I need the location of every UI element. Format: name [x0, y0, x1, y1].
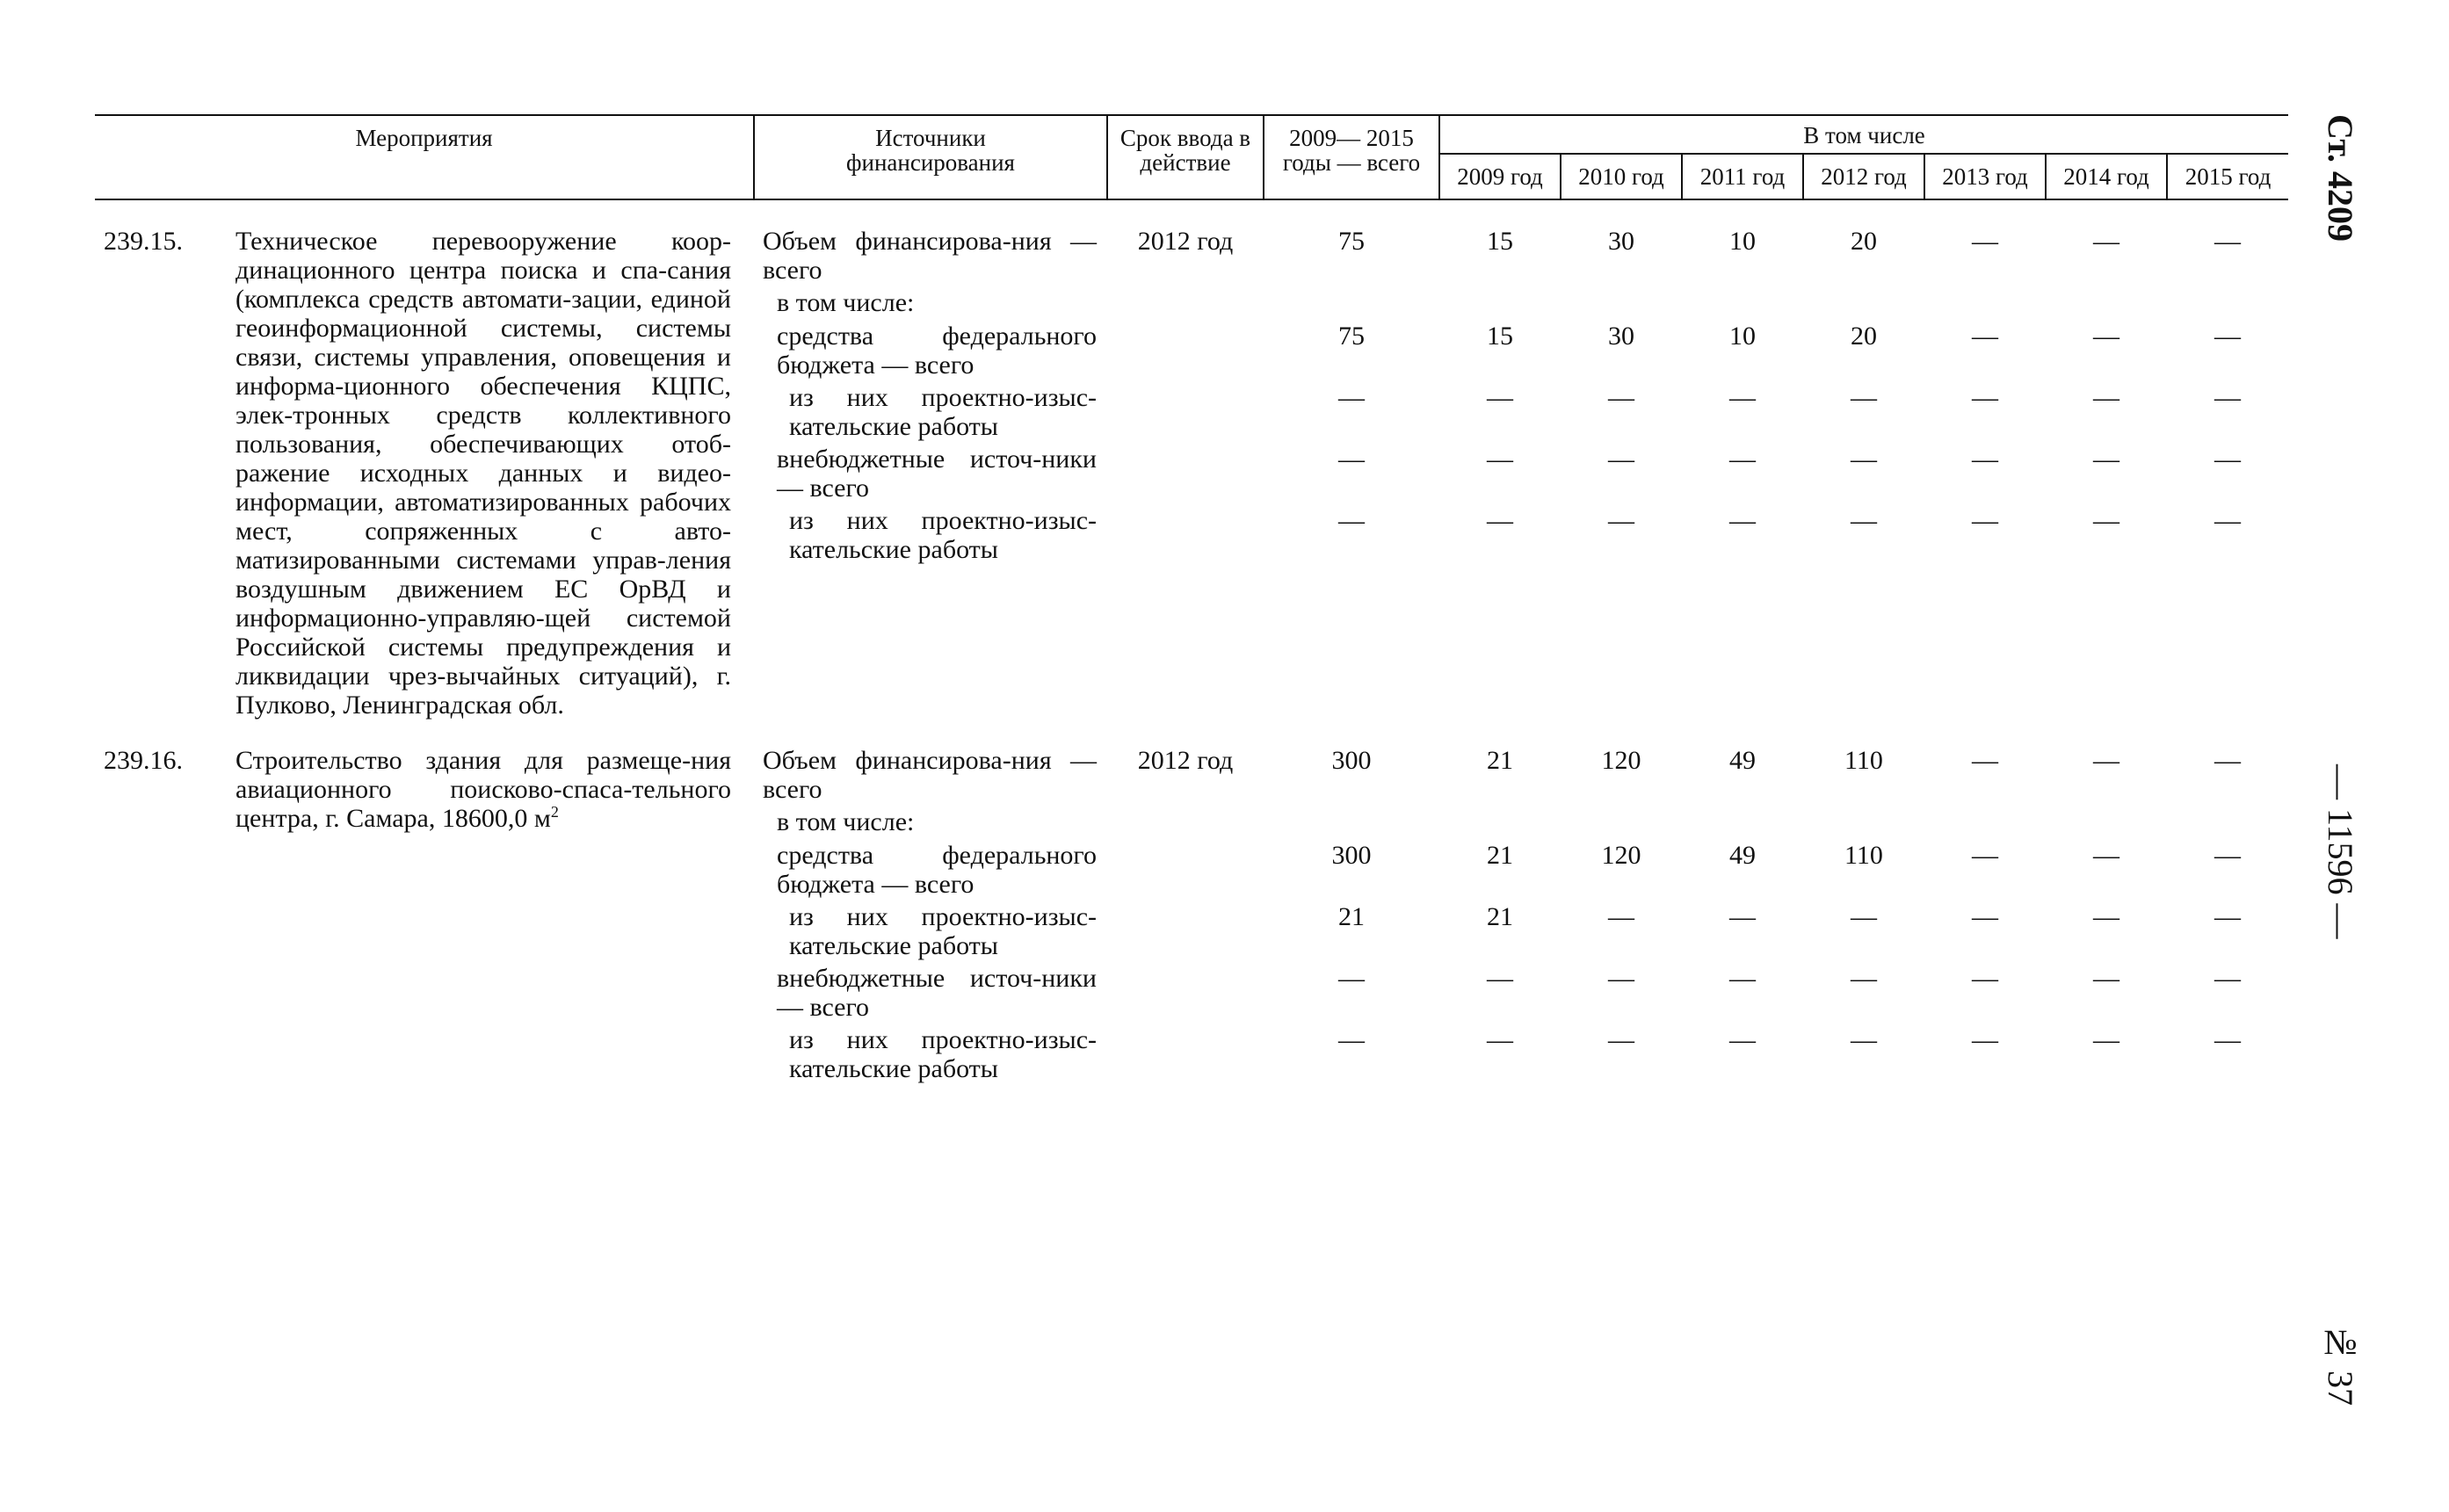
value-column-year-2012 [1803, 730, 1924, 1087]
value-cell: — [2093, 506, 2119, 535]
value-cell: — [1972, 902, 1998, 931]
record-number: 239.16. [104, 746, 183, 775]
funding-sources [754, 730, 1107, 1087]
value-cell: — [1487, 506, 1513, 535]
page-number-label: Ст. 4209 [2321, 114, 2360, 242]
value-cell: 20 [1851, 227, 1877, 256]
value-cell: — [1608, 964, 1634, 993]
header-term: Срок ввода в действие [1107, 115, 1264, 199]
record-name: Строительство здания для размеще-ния авиационного поисково-спаса-тельного центра, г. Самара, 18600,0 м [235, 746, 731, 833]
value-cell: 30 [1608, 322, 1634, 351]
value-cell: — [1729, 383, 1756, 412]
value-cell [1682, 288, 1803, 322]
value-cell [1439, 807, 1561, 841]
value-cell: — [1972, 506, 1998, 535]
funding-sources [754, 211, 1107, 720]
value-cell: — [1608, 383, 1634, 412]
value-cell [1264, 807, 1439, 841]
value-cell [2046, 807, 2167, 841]
value-cell: — [2093, 841, 2119, 870]
value-cell [1803, 288, 1924, 322]
document-page [95, 114, 2286, 1087]
value-cell: — [2214, 841, 2242, 870]
value-cell: 300 [1331, 746, 1372, 775]
header-year-2009: 2009 год [1439, 154, 1561, 199]
value-cell: 110 [1844, 746, 1883, 775]
header-total: 2009— 2015 годы — всего [1264, 115, 1439, 199]
value-cell: — [1851, 506, 1877, 535]
header-including: В том числе [1439, 115, 2288, 154]
value-column-year-2010 [1561, 211, 1682, 720]
funding-source-label: внебюджетные источ-ники — всего [777, 964, 1097, 1022]
value-cell: 10 [1729, 322, 1756, 351]
value-cell: — [2093, 746, 2119, 775]
value-cell [2167, 288, 2288, 322]
value-cell: — [1608, 445, 1634, 474]
value-cell: — [1487, 1025, 1513, 1054]
value-column-year-2015 [2167, 730, 2288, 1087]
commissioning-term: 2012 год [1137, 227, 1234, 256]
value-cell: 20 [1851, 322, 1877, 351]
header-year-2015: 2015 год [2167, 154, 2288, 199]
header-sources: Источники финансирования [754, 115, 1107, 199]
value-cell: — [2214, 322, 2242, 351]
record-number: 239.15. [104, 227, 183, 256]
value-cell: — [1338, 1025, 1365, 1054]
value-cell: 300 [1331, 841, 1372, 870]
value-column-year-2009 [1439, 730, 1561, 1087]
value-cell: — [1972, 227, 1998, 256]
header-year-2012: 2012 год [1803, 154, 1924, 199]
value-cell [1924, 807, 2046, 841]
commissioning-term: 2012 год [1137, 746, 1234, 775]
value-cell: — [1851, 1025, 1877, 1054]
header-year-2013: 2013 год [1924, 154, 2046, 199]
header-year-2011: 2011 год [1682, 154, 1803, 199]
value-cell: 21 [1487, 902, 1513, 931]
value-cell: 49 [1729, 841, 1756, 870]
funding-source-label: из них проектно-изыс-кательские работы [789, 902, 1097, 960]
value-cell: — [1608, 902, 1634, 931]
value-cell: 30 [1608, 227, 1634, 256]
value-cell: — [1851, 445, 1877, 474]
value-column-total [1264, 730, 1439, 1087]
value-cell: 110 [1844, 841, 1883, 870]
value-cell: — [1972, 964, 1998, 993]
value-cell: — [1972, 322, 1998, 351]
value-column-year-2014 [2046, 730, 2167, 1087]
value-cell: 15 [1487, 322, 1513, 351]
value-cell: 21 [1487, 746, 1513, 775]
funding-source-label: внебюджетные источ-ники — всего [777, 445, 1097, 503]
value-cell [1561, 288, 1682, 322]
value-column-year-2011 [1682, 211, 1803, 720]
funding-source-label: из них проектно-изыс-кательские работы [789, 1025, 1097, 1083]
funding-source-label: Объем финансирова-ния — всего [763, 746, 1097, 804]
funding-source-label: Объем финансирова-ния — всего [763, 227, 1097, 285]
header-measures: Мероприятия [95, 115, 754, 199]
value-cell: 49 [1729, 746, 1756, 775]
value-cell: — [2214, 1025, 2242, 1054]
record-2 [95, 730, 2288, 1087]
value-cell: — [1608, 506, 1634, 535]
value-column-year-2010 [1561, 730, 1682, 1087]
value-cell: — [1608, 1025, 1634, 1054]
value-cell: — [1972, 445, 1998, 474]
record-separator [95, 720, 2288, 730]
value-column-year-2014 [2046, 211, 2167, 720]
issue-number: № 37 [2321, 1322, 2360, 1406]
value-cell: 10 [1729, 227, 1756, 256]
record-name-cell [227, 211, 754, 720]
value-cell: 120 [1601, 841, 1641, 870]
value-cell: — [1487, 383, 1513, 412]
value-cell: — [2093, 902, 2119, 931]
value-cell: 75 [1338, 322, 1365, 351]
value-cell: — [1729, 1025, 1756, 1054]
value-cell [1682, 807, 1803, 841]
investment-table [95, 114, 2288, 1087]
value-cell: — [2093, 383, 2119, 412]
value-cell: — [2093, 1025, 2119, 1054]
record-name-cell [227, 730, 754, 1087]
funding-source-label: из них проектно-изыс-кательские работы [789, 506, 1097, 564]
header-year-2010: 2010 год [1561, 154, 1682, 199]
value-cell: — [1972, 841, 1998, 870]
value-cell: — [1851, 964, 1877, 993]
value-cell: — [2214, 227, 2242, 256]
value-column-total [1264, 211, 1439, 720]
funding-source-label: средства федерального бюджета — всего [777, 841, 1097, 899]
value-cell: — [1729, 964, 1756, 993]
unit-superscript: 2 [550, 803, 559, 821]
value-column-year-2011 [1682, 730, 1803, 1087]
value-cell: — [1487, 445, 1513, 474]
value-cell: — [1729, 445, 1756, 474]
value-cell [2167, 807, 2288, 841]
funding-source-label: в том числе: [777, 288, 915, 317]
value-cell: — [2214, 506, 2242, 535]
value-cell: — [1972, 1025, 1998, 1054]
value-cell: — [2214, 964, 2242, 993]
value-cell: — [2214, 445, 2242, 474]
funding-source-label: средства федерального бюджета — всего [777, 322, 1097, 380]
value-cell [1561, 807, 1682, 841]
value-cell: — [1338, 383, 1365, 412]
value-cell: — [1487, 964, 1513, 993]
value-cell: — [1338, 506, 1365, 535]
value-cell: 21 [1487, 841, 1513, 870]
record-row [95, 730, 2288, 1087]
value-column-year-2013 [1924, 211, 2046, 720]
value-cell: 75 [1338, 227, 1365, 256]
value-cell: — [1729, 902, 1756, 931]
value-cell: — [2093, 964, 2119, 993]
funding-source-label: в том числе: [777, 807, 915, 836]
funding-source-label: из них проектно-изыс-кательские работы [789, 383, 1097, 441]
value-cell: — [1972, 383, 1998, 412]
value-cell: — [1851, 383, 1877, 412]
running-page-number: — 11596 — [2321, 764, 2360, 939]
value-cell [1803, 807, 1924, 841]
value-cell: 21 [1338, 902, 1365, 931]
record-row [95, 211, 2288, 720]
value-cell: — [2093, 227, 2119, 256]
value-cell: — [2093, 445, 2119, 474]
value-column-year-2013 [1924, 730, 2046, 1087]
value-cell: — [1338, 445, 1365, 474]
value-cell: — [1972, 746, 1998, 775]
record-name: Техническое перевооружение коор-динационного центра поиска и спа-сания (комплекса средств автомати-зации, единой геоинформационной системы, системы связи, системы управления, оповещения и информа-ционного обеспечения КЦПС, элек-тронных средств коллективного пользования, обеспечивающих отоб-ражение исходных данных и видео-информации, автоматизированных рабочих мест, сопряженных с авто-матизированными системами управ-ления воздушным движением ЕС ОрВД и информационно-управляю-щей системой Российской системы предупреждения и ликвидации чрез-вычайных ситуаций), г. Пулково, Ленинградская обл. [235, 227, 731, 720]
value-column-year-2012 [1803, 211, 1924, 720]
value-cell: — [1729, 506, 1756, 535]
value-cell: — [2093, 322, 2119, 351]
value-cell: — [1851, 902, 1877, 931]
record-1 [95, 211, 2288, 720]
value-cell: — [2214, 902, 2242, 931]
value-cell: — [2214, 746, 2242, 775]
header-year-2014: 2014 год [2046, 154, 2167, 199]
value-column-year-2009 [1439, 211, 1561, 720]
value-column-year-2015 [2167, 211, 2288, 720]
value-cell [1924, 288, 2046, 322]
value-cell: 120 [1601, 746, 1641, 775]
value-cell [1439, 288, 1561, 322]
value-cell: — [1338, 964, 1365, 993]
value-cell: 15 [1487, 227, 1513, 256]
value-cell: — [2214, 383, 2242, 412]
value-cell [1264, 288, 1439, 322]
value-cell [2046, 288, 2167, 322]
